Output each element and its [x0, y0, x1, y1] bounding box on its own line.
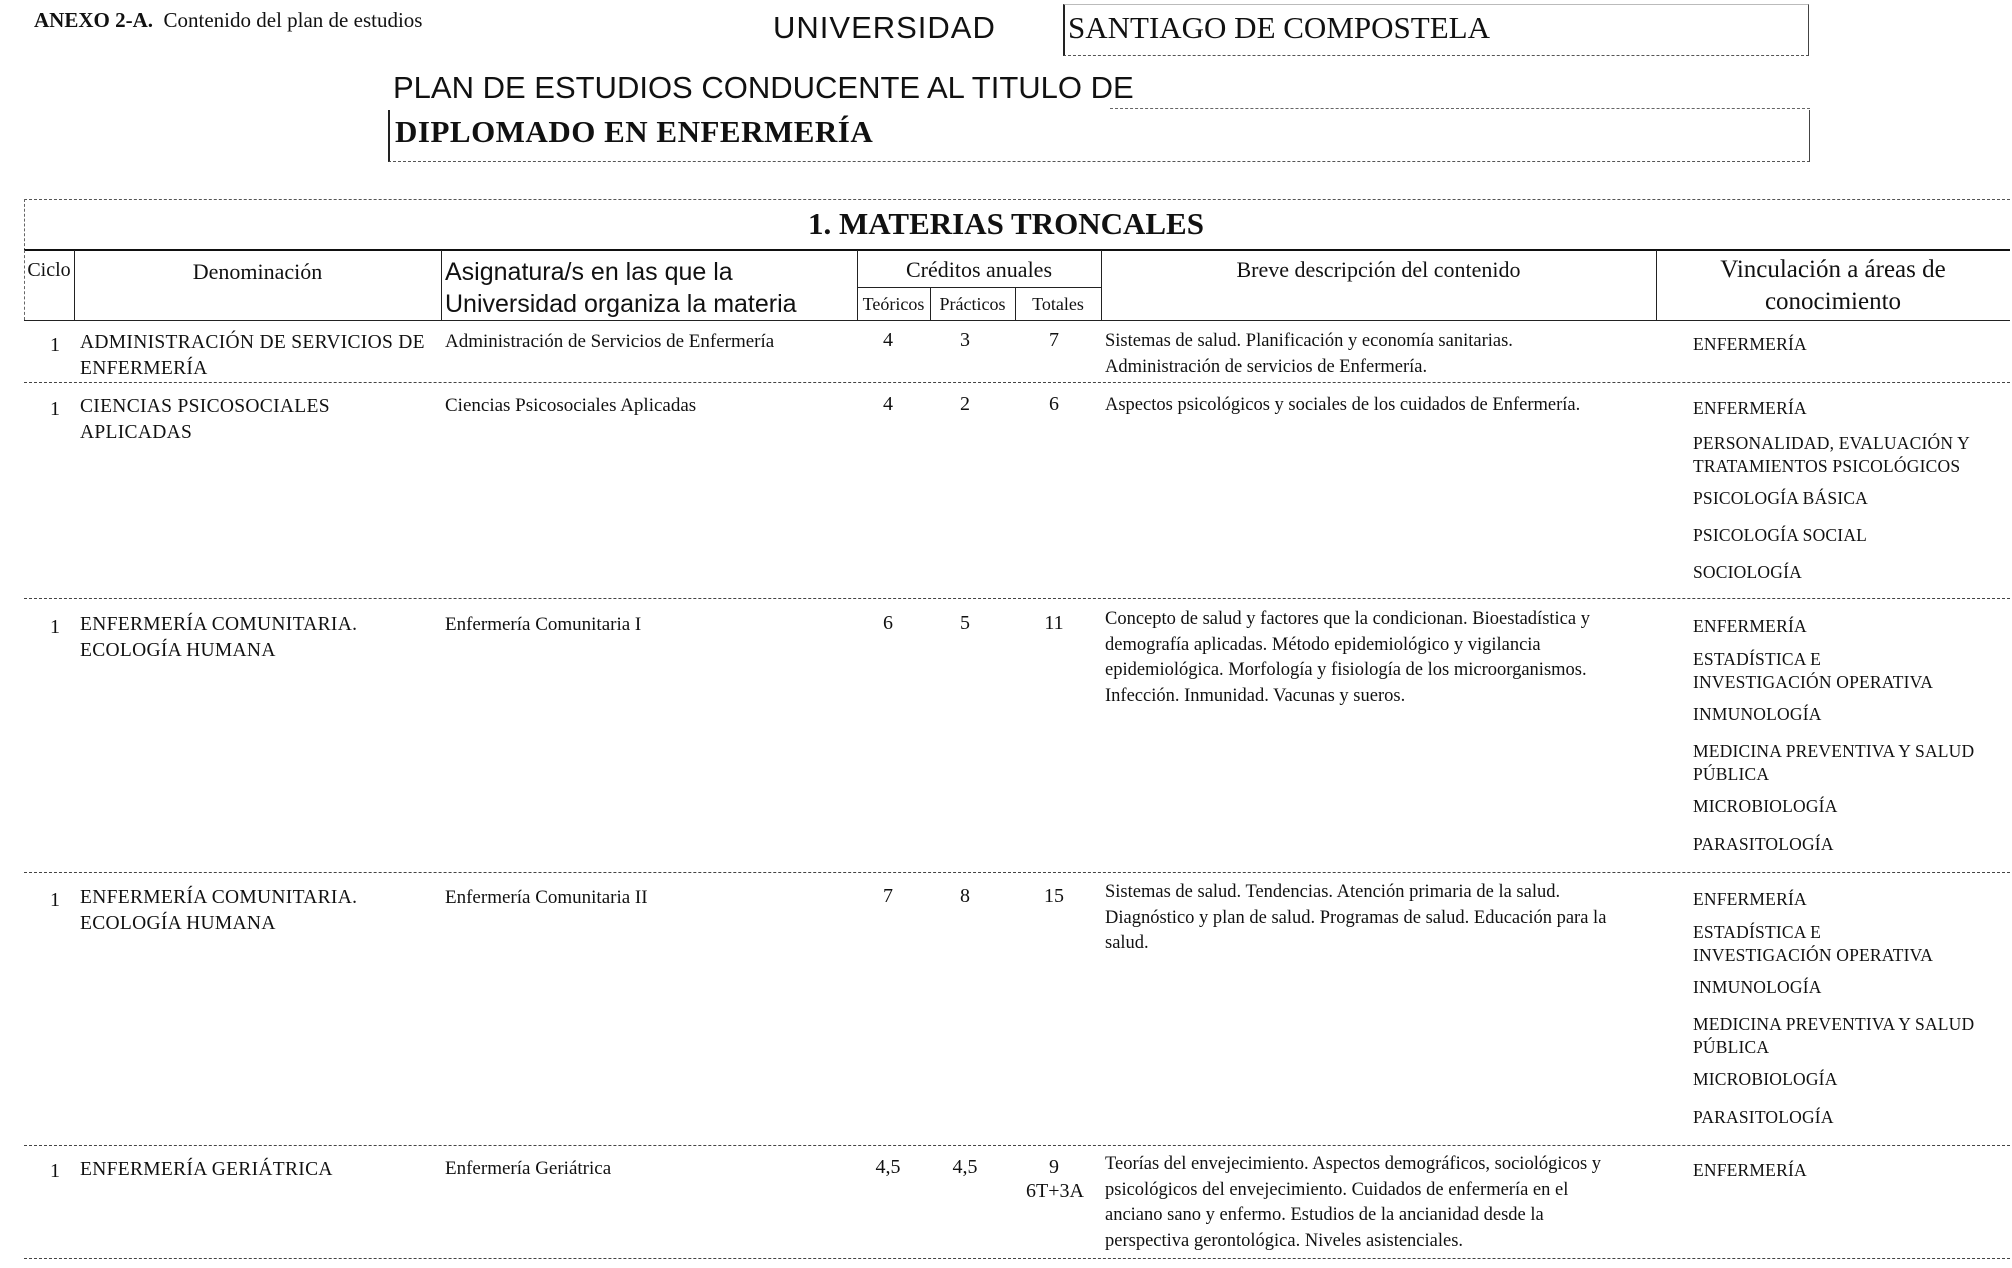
row-denominacion-line: APLICADAS — [80, 422, 193, 443]
row-ciclo: 1 — [50, 889, 60, 911]
row-practicos: 3 — [960, 329, 970, 351]
row-ciclo: 1 — [50, 616, 60, 638]
row-denominacion-line: ADMINISTRACIÓN DE SERVICIOS DE — [80, 332, 425, 353]
row-asignatura: Enfermería Comunitaria I — [445, 614, 642, 635]
row-denominacion-line: CIENCIAS PSICOSOCIALES — [80, 396, 330, 417]
row-denominacion-line: ECOLOGÍA HUMANA — [80, 640, 276, 661]
row-area: ENFERMERÍA — [1693, 616, 1807, 636]
row-area: MICROBIOLOGÍA — [1693, 1069, 1838, 1089]
row-area: PSICOLOGÍA BÁSICA — [1693, 488, 1869, 508]
section-title: 1. MATERIAS TRONCALES — [808, 206, 1204, 241]
row-descripcion-line: Sistemas de salud. Planificación y economía sanitarias. — [1105, 331, 1513, 351]
row-denominacion: ENFERMERÍA GERIÁTRICA — [80, 1159, 333, 1180]
row-asignatura: Ciencias Psicosociales Aplicadas — [445, 395, 697, 416]
row-area: PSICOLOGÍA SOCIAL — [1693, 525, 1868, 545]
row-teoricos: 4,5 — [875, 1156, 901, 1178]
row-area: MICROBIOLOGÍA — [1693, 796, 1838, 816]
row-totales: 7 — [1049, 329, 1059, 351]
col-header-denominacion: Denominación — [192, 259, 323, 284]
row-denominacion-line: ENFERMERÍA COMUNITARIA. — [80, 614, 358, 635]
row-area: MEDICINA PREVENTIVA Y SALUD PÚBLICA — [1693, 1014, 1975, 1057]
row-descripcion-line: Teorías del envejecimiento. Aspectos demográficos, sociológicos y — [1105, 1154, 1602, 1174]
col-header-asignatura — [445, 256, 857, 320]
row-area: ESTADÍSTICA E INVESTIGACIÓN OPERATIVA — [1693, 922, 1934, 965]
col-header-asignatura-line1: Asignatura/s en las que la — [445, 258, 733, 286]
row-totales: 15 — [1044, 885, 1064, 907]
row-area: MEDICINA PREVENTIVA Y SALUD PÚBLICA — [1693, 741, 1975, 784]
row-descripcion-line: Administración de servicios de Enfermería. — [1105, 356, 1428, 377]
col-header-teoricos: Teóricos — [862, 294, 925, 314]
col-header-creditos: Créditos anuales — [905, 257, 1053, 282]
row-descripcion-line: salud. — [1105, 933, 1149, 953]
row-separator — [24, 382, 2010, 383]
row-descripcion-line: Infección. Inmunidad. Vacunas y sueros. — [1105, 685, 1406, 706]
row-practicos: 4,5 — [952, 1156, 978, 1178]
col-header-vinculacion-line2: conocimiento — [1764, 288, 1902, 315]
plan-label: PLAN DE ESTUDIOS CONDUCENTE AL TITULO DE — [393, 70, 1134, 105]
row-teoricos: 4 — [883, 393, 893, 415]
row-totales-extra: 6T+3A — [1026, 1180, 1084, 1202]
col-header-ciclo: Ciclo — [27, 259, 71, 281]
row-asignatura: Enfermería Comunitaria II — [445, 887, 648, 908]
row-teoricos: 7 — [883, 885, 893, 907]
row-ciclo: 1 — [50, 334, 60, 356]
row-area: SOCIOLOGÍA — [1693, 562, 1802, 582]
row-descripcion: Aspectos psicológicos y sociales de los cuidados de Enfermería. — [1105, 395, 1581, 415]
row-denominacion — [80, 330, 425, 382]
row-practicos: 2 — [960, 393, 970, 415]
row-descripcion-line: Concepto de salud y factores que la condicionan. Bioestadística y — [1105, 609, 1590, 629]
row-descripcion-line: demografía aplicadas. Método epidemiológico y vigilancia — [1105, 634, 1541, 655]
university-label: UNIVERSIDAD — [773, 10, 996, 45]
col-header-vinculacion — [1656, 254, 2010, 318]
annex-code: ANEXO 2-A. — [34, 8, 153, 32]
table-header-bottom-rule — [24, 320, 2010, 321]
row-totales: 11 — [1044, 612, 1064, 634]
row-totales: 6 — [1049, 393, 1059, 415]
row-separator — [24, 598, 2010, 599]
row-denominacion-line: ENFERMERÍA COMUNITARIA. — [80, 887, 358, 908]
row-teoricos: 6 — [883, 612, 893, 634]
row-area: PARASITOLOGÍA — [1693, 834, 1834, 854]
row-area: ESTADÍSTICA E INVESTIGACIÓN OPERATIVA — [1693, 649, 1934, 692]
row-ciclo: 1 — [50, 1160, 60, 1182]
credits-subheader-rule — [857, 287, 1101, 288]
row-asignatura: Enfermería Geriátrica — [445, 1158, 612, 1179]
row-separator — [24, 1258, 2010, 1259]
row-area: INMUNOLOGÍA — [1693, 977, 1822, 997]
row-descripcion — [1105, 607, 1590, 709]
row-denominacion-line: ECOLOGÍA HUMANA — [80, 913, 276, 934]
row-area: ENFERMERÍA — [1693, 1160, 1807, 1180]
col-header-vinculacion-line1: Vinculación a áreas de — [1720, 256, 1946, 283]
row-descripcion — [1105, 1152, 1601, 1254]
annex-text: Contenido del plan de estudios — [163, 8, 423, 32]
row-practicos: 5 — [960, 612, 970, 634]
table-top-rule — [24, 249, 2010, 251]
row-denominacion — [80, 394, 330, 446]
row-descripcion — [1105, 329, 1513, 380]
row-asignatura: Administración de Servicios de Enfermería — [445, 331, 775, 352]
row-area: ENFERMERÍA — [1693, 334, 1807, 354]
row-descripcion-line: anciano sano y enfermo. Estudios de la ancianidad desde la — [1105, 1205, 1544, 1225]
row-teoricos: 4 — [883, 329, 893, 351]
annex-heading — [34, 8, 422, 33]
col-header-practicos: Prácticos — [939, 294, 1006, 314]
row-descripcion-line: epidemiológica. Morfología y fisiología de los microorganismos. — [1105, 660, 1587, 680]
row-descripcion-line: perspectiva gerontológica. Niveles asistenciales. — [1105, 1230, 1464, 1251]
row-descripcion-line: Sistemas de salud. Tendencias. Atención primaria de la salud. — [1105, 882, 1561, 902]
row-area: INMUNOLOGÍA — [1693, 704, 1822, 724]
degree-title: DIPLOMADO EN ENFERMERÍA — [395, 114, 874, 149]
col-header-totales: Totales — [1032, 294, 1084, 314]
row-descripcion-line: psicológicos del envejecimiento. Cuidados de enfermería en el — [1105, 1179, 1569, 1200]
col-header-descripcion: Breve descripción del contenido — [1236, 257, 1521, 282]
row-area: PERSONALIDAD, EVALUACIÓN Y TRATAMIENTOS PSICOLÓGICOS — [1693, 433, 1970, 476]
university-value: SANTIAGO DE COMPOSTELA — [1068, 10, 1490, 45]
row-descripcion — [1105, 880, 1606, 957]
row-denominacion — [80, 885, 357, 937]
row-denominacion-line: ENFERMERÍA — [80, 358, 208, 379]
row-descripcion-line: Diagnóstico y plan de salud. Programas de salud. Educación para la — [1105, 907, 1607, 928]
row-practicos: 8 — [960, 885, 970, 907]
row-area: ENFERMERÍA — [1693, 889, 1807, 909]
row-area: PARASITOLOGÍA — [1693, 1107, 1834, 1127]
plan-line — [1110, 108, 1810, 109]
row-area: ENFERMERÍA — [1693, 398, 1807, 418]
col-divider — [441, 250, 442, 320]
row-ciclo: 1 — [50, 398, 60, 420]
row-denominacion — [80, 612, 357, 664]
row-separator — [24, 1145, 2010, 1146]
row-separator — [24, 872, 2010, 873]
col-header-asignatura-line2: Universidad organiza la materia — [445, 290, 797, 318]
row-totales: 9 — [1049, 1156, 1059, 1178]
